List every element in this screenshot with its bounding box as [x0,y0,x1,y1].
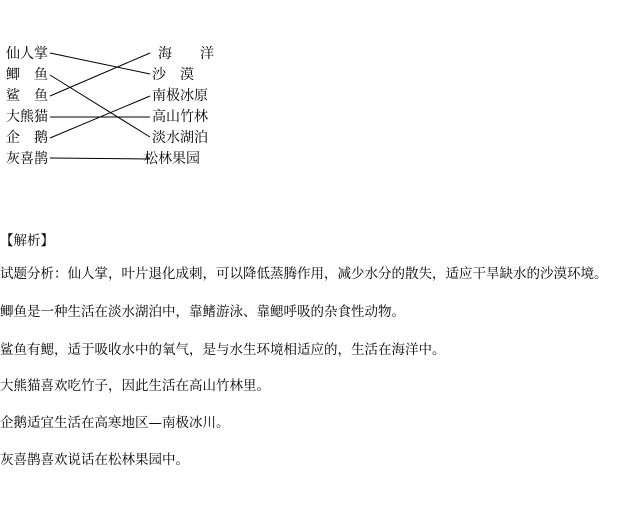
analysis-paragraph: 鲨鱼有鳃，适于吸收水中的氧气，是与水生环境相适应的，生活在海洋中。 [0,342,446,358]
right-item-orchard: 松林果园 [144,151,200,167]
left-item-panda: 大熊猫 [6,109,48,125]
right-item-lake: 淡水湖泊 [152,130,208,146]
left-item-penguin: 企 鹅 [6,130,48,146]
right-item-desert: 沙 漠 [152,67,194,83]
analysis-paragraph: 灰喜鹊喜欢说话在松林果园中。 [0,452,189,468]
analysis-paragraph: 大熊猫喜欢吃竹子，因此生活在高山竹林里。 [0,378,270,394]
connector-line [50,75,150,137]
analysis-heading: 【解析】 [0,233,54,249]
connector-line [50,158,150,159]
left-item-crucian: 鲫 鱼 [6,67,48,83]
analysis-paragraph: 试题分析：仙人掌，叶片退化成刺，可以降低蒸腾作用，减少水分的散失，适应干旱缺水的沙漠环境。 [0,266,608,282]
connector-line [50,53,150,74]
left-item-shark: 鲨 鱼 [6,88,48,104]
left-item-magpie: 灰喜鹊 [6,151,48,167]
right-item-antarctic: 南极冰原 [152,88,208,104]
right-item-ocean: 海 洋 [158,46,214,62]
analysis-paragraph: 企鹅适宜生活在高寒地区—南极冰川。 [0,415,230,431]
right-item-bamboo: 高山竹林 [152,109,208,125]
connector-line [50,53,150,96]
left-item-cactus: 仙人掌 [6,46,48,62]
analysis-paragraph: 鲫鱼是一种生活在淡水湖泊中，靠鳍游泳、靠鳃呼吸的杂食性动物。 [0,304,405,320]
